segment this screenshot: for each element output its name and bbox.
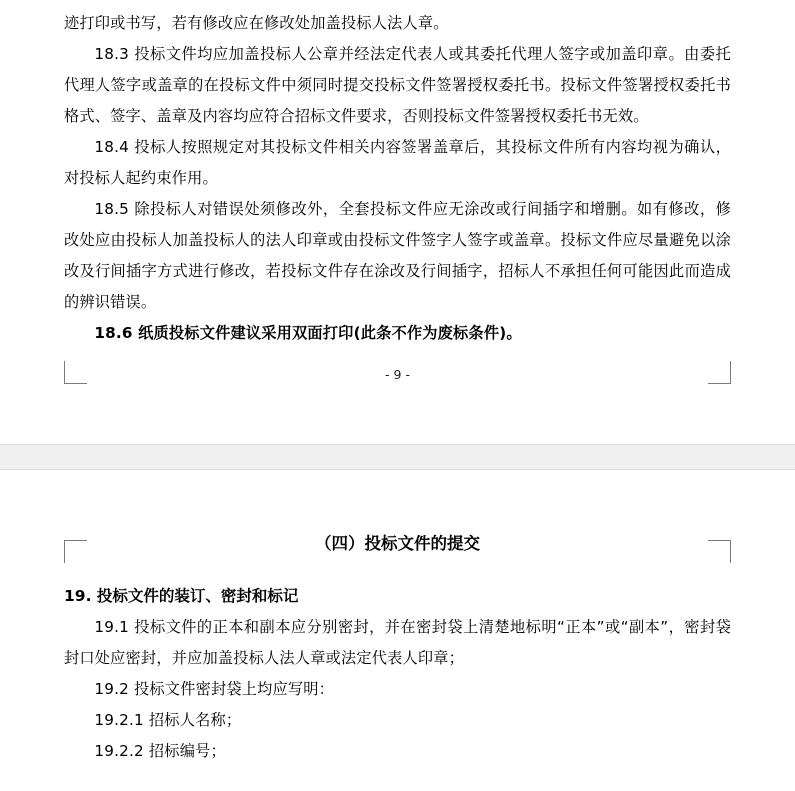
section-title-spacer <box>64 559 731 581</box>
section-title: （四）投标文件的提交 <box>315 534 480 553</box>
page-1-footer-spacer <box>64 349 731 363</box>
paragraph-18-6: 18.6 纸质投标文件建议采用双面打印(此条不作为废标条件)。 <box>94 324 522 342</box>
paragraph-continuation: 迹打印或书写，若有修改应在修改处加盖投标人法人章。 <box>64 14 449 32</box>
paragraph-19-2: 19.2 投标文件密封袋上均应写明： <box>94 680 335 698</box>
paragraph-19-1: 19.1 投标文件的正本和副本应分别密封，并在密封袋上清楚地标明“正本”或“副本”，密封袋封口处应密封，并应加盖投标人法人章或法定代表人印章； <box>64 618 731 667</box>
paragraph-18-4: 18.4 投标人按照规定对其投标文件相关内容签署盖章后，其投标文件所有内容均视为确认，对投标人起约束作用。 <box>64 138 731 187</box>
paragraph-19-2-1: 19.2.1 招标人名称； <box>94 711 242 729</box>
page-2-top-margin <box>64 470 731 528</box>
section-heading-19: 19. 投标文件的装订、密封和标记 <box>64 587 299 605</box>
page-separator <box>0 444 795 470</box>
paragraph-18-3: 18.3 投标文件均应加盖投标人公章并经法定代表人或其委托代理人签字或加盖印章。由委托代理人签字或盖章的在投标文件中须同时提交投标文件签署授权委托书。投标文件签署授权委托书格式、签字、盖章及内容均应符合招标文件要求，否则投标文件签署授权委托书无效。 <box>64 45 731 125</box>
page-1-top-spacer <box>64 0 731 8</box>
paragraph-18-5: 18.5 除投标人对错误处须修改外，全套投标文件应无涂改或行间插字和增删。如有修改，修改处应由投标人加盖投标人的法人印章或由投标文件签字人签字或盖章。投标文件应尽量避免以涂改及行间插字方式进行修改，若投标文件存在涂改及行间插字，招标人不承担任何可能因此而造成的辨识错误。 <box>64 200 731 311</box>
page-number-footer: - 9 - <box>385 367 410 382</box>
document-page-2 <box>0 470 795 791</box>
paragraph-19-2-2: 19.2.2 招标编号； <box>94 742 226 760</box>
